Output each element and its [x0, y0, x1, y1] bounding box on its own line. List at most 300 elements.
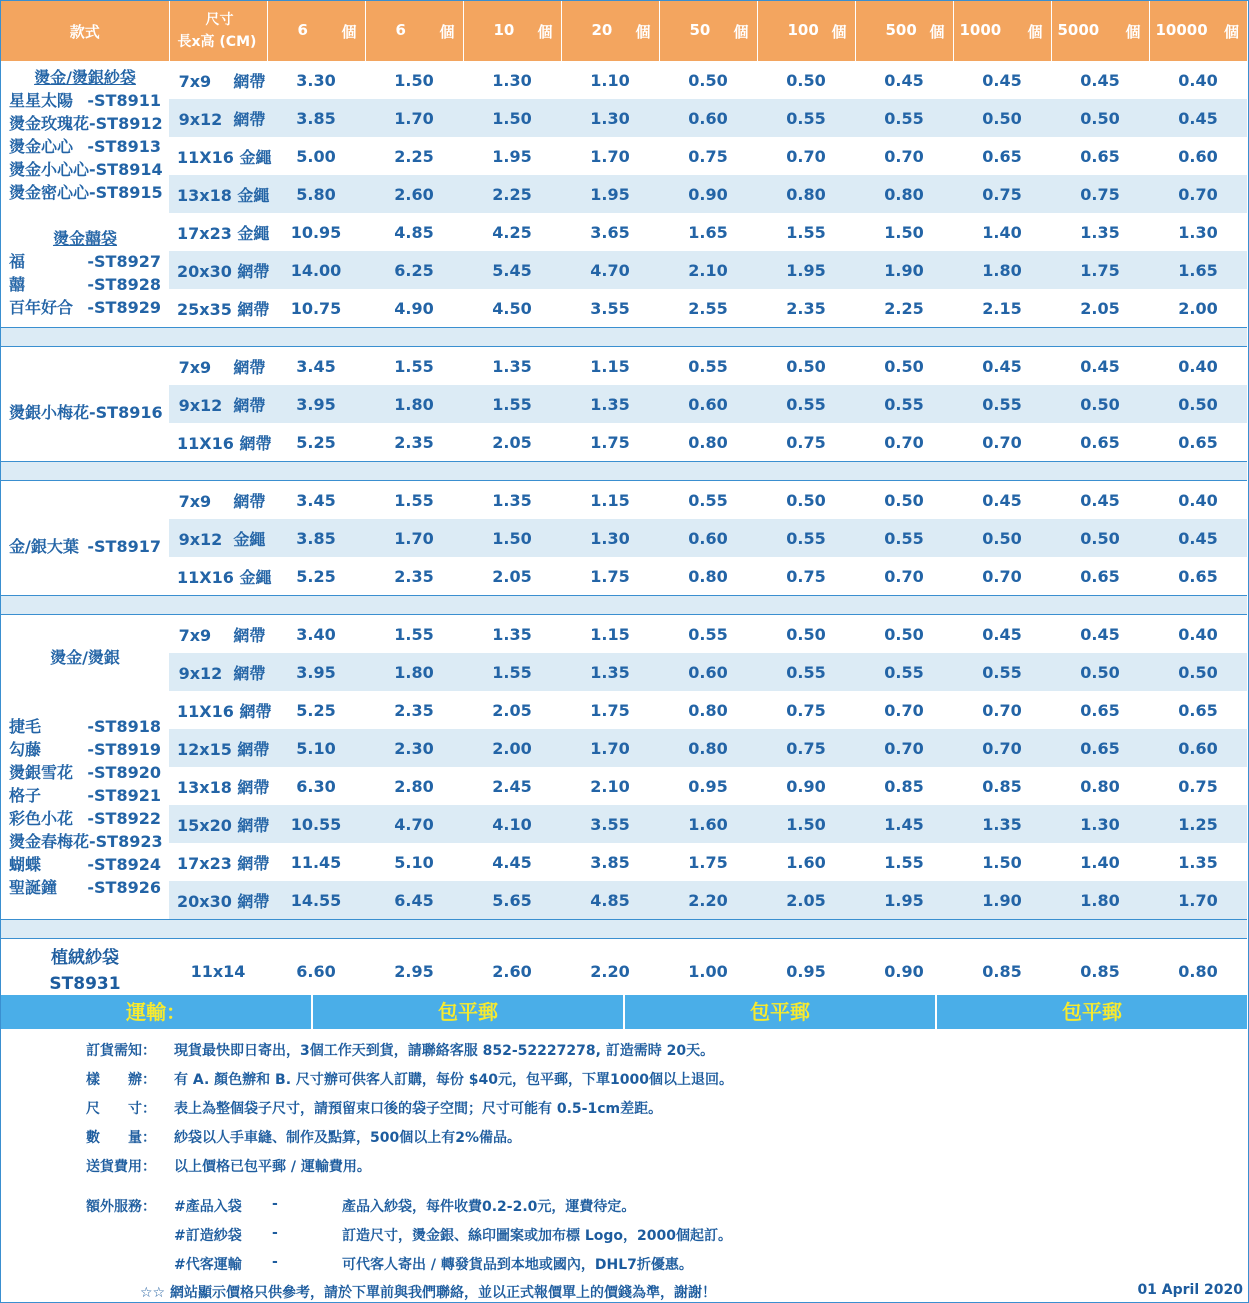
price-cell: 1.75	[561, 423, 659, 462]
price-cell: 0.70	[953, 557, 1051, 596]
price-cell: 0.75	[1149, 767, 1247, 805]
price-cell: 0.45	[1149, 99, 1247, 137]
price-cell: 0.55	[757, 653, 855, 691]
price-cell: 1.30	[463, 61, 561, 99]
price-cell: 1.70	[1149, 881, 1247, 920]
product-name: 捷毛	[9, 717, 42, 736]
header-qty	[659, 1, 757, 61]
price-cell: 1.75	[561, 691, 659, 729]
price-cell: 4.85	[561, 881, 659, 920]
name-spacer	[1, 669, 169, 692]
price-cell: 0.55	[757, 99, 855, 137]
extra-desc: 訂造尺寸，燙金銀、絲印圖案或加布標 Logo，2000個起訂。	[342, 1228, 733, 1244]
header-qty-unit: 個	[341, 22, 357, 41]
product-code: -ST8915	[89, 183, 163, 202]
price-cell: 5.25	[267, 423, 365, 462]
price-cell: 1.55	[365, 615, 463, 654]
extra-dash: -	[272, 1225, 278, 1241]
note-label: 樣 辦：	[86, 1072, 156, 1088]
price-cell: 0.50	[855, 481, 953, 520]
product-code: -ST8916	[89, 403, 163, 422]
price-cell: 0.75	[1051, 175, 1149, 213]
price-cell: 4.10	[463, 805, 561, 843]
price-cell: 2.05	[463, 691, 561, 729]
price-cell: 0.55	[757, 519, 855, 557]
price-cell: 0.90	[855, 939, 953, 1004]
price-cell: 0.50	[1051, 653, 1149, 691]
price-cell: 0.55	[953, 653, 1051, 691]
price-cell: 5.00	[267, 137, 365, 175]
price-cell: 0.65	[1149, 423, 1247, 462]
price-cell: 0.70	[855, 557, 953, 596]
price-cell: 2.00	[1149, 289, 1247, 328]
price-cell: 1.55	[463, 385, 561, 423]
size-cell: 20x30 網帶	[169, 251, 267, 289]
price-cell: 0.50	[757, 347, 855, 386]
product-line	[1, 401, 169, 424]
price-cell: 2.25	[463, 175, 561, 213]
product-name: 燙金密心心	[9, 183, 90, 202]
product-code: -ST8918	[87, 717, 161, 736]
extra-item: #代客運輸	[174, 1257, 242, 1273]
price-cell: 2.55	[659, 289, 757, 328]
size-cell: 9x12 網帶	[169, 385, 267, 423]
price-cell: 1.65	[659, 213, 757, 251]
size-cell: 7x9 網帶	[169, 61, 267, 99]
header-size	[169, 1, 267, 61]
header-qty	[365, 1, 463, 61]
price-cell: 1.30	[1149, 213, 1247, 251]
extra-item: #訂造紗袋	[174, 1228, 242, 1244]
price-cell: 1.95	[757, 251, 855, 289]
header-qty-unit: 個	[537, 22, 553, 41]
flock-name: 植絨紗袋	[51, 948, 119, 968]
price-cell: 1.95	[463, 137, 561, 175]
product-line	[1, 715, 169, 738]
product-code: -ST8919	[87, 740, 161, 759]
header-qty-number: 6	[395, 20, 406, 39]
price-cell: 4.50	[463, 289, 561, 328]
size-cell: 11X16 網帶	[169, 691, 267, 729]
table-row	[1, 615, 1247, 654]
header-qty-number: 20	[591, 20, 613, 39]
header-qty-number: 50	[689, 20, 711, 39]
table-row	[1, 251, 1247, 289]
footer-date: 01 April 2020	[1137, 1282, 1243, 1298]
price-cell: 0.55	[659, 347, 757, 386]
price-cell: 0.95	[757, 939, 855, 1004]
price-cell: 3.85	[561, 843, 659, 881]
header-qty	[855, 1, 953, 61]
price-cell: 0.80	[659, 423, 757, 462]
price-cell: 1.60	[757, 843, 855, 881]
price-cell: 2.25	[855, 289, 953, 328]
size-cell: 12x15 網帶	[169, 729, 267, 767]
price-cell: 6.60	[267, 939, 365, 1004]
product-name: 蝴蝶	[9, 855, 42, 874]
price-cell: 0.55	[855, 99, 953, 137]
header-style: 款式	[1, 1, 169, 61]
price-cell: 0.50	[757, 481, 855, 520]
price-cell: 2.25	[365, 137, 463, 175]
price-cell: 0.80	[757, 175, 855, 213]
price-cell: 0.75	[757, 557, 855, 596]
price-cell: 1.55	[365, 481, 463, 520]
size-cell: 9x12 網帶	[169, 99, 267, 137]
price-cell: 4.25	[463, 213, 561, 251]
product-code: -ST8914	[89, 160, 163, 179]
product-code: -ST8929	[87, 298, 161, 317]
extra-dash: -	[272, 1196, 278, 1212]
product-name: 金/銀大葉	[9, 537, 79, 556]
price-cell: 5.25	[267, 557, 365, 596]
table-row	[1, 137, 1247, 175]
product-name-cell	[1, 615, 169, 920]
product-line	[1, 761, 169, 784]
price-cell: 0.60	[659, 519, 757, 557]
price-cell: 0.50	[1051, 385, 1149, 423]
header-qty-number: 10	[493, 20, 515, 39]
table-row	[1, 347, 1247, 386]
price-cell: 0.70	[757, 137, 855, 175]
product-line	[1, 296, 169, 319]
extra-service-label: 額外服務：	[86, 1199, 156, 1215]
table-row	[1, 653, 1247, 691]
product-code: -ST8917	[87, 537, 161, 556]
note-label: 尺 寸：	[86, 1101, 156, 1117]
price-cell: 1.55	[855, 843, 953, 881]
price-cell: 0.45	[953, 481, 1051, 520]
price-cell: 10.55	[267, 805, 365, 843]
note-text: 現貨最快即日寄出，3個工作天到貨，請聯絡客服 852-52227278, 訂造需時 20天。	[174, 1043, 715, 1059]
transport-value: 包平郵	[311, 995, 623, 1029]
price-cell: 1.35	[463, 481, 561, 520]
group-separator	[1, 920, 1247, 939]
price-cell: 1.90	[855, 251, 953, 289]
price-cell: 1.70	[365, 99, 463, 137]
product-name: 勾藤	[9, 740, 42, 759]
price-cell: 0.80	[1051, 767, 1149, 805]
price-cell: 1.30	[561, 99, 659, 137]
size-cell: 9x12 網帶	[169, 653, 267, 691]
price-cell: 1.40	[953, 213, 1051, 251]
product-line	[1, 784, 169, 807]
product-name: 百年好合	[9, 298, 74, 317]
table-row	[1, 213, 1247, 251]
price-cell: 0.90	[659, 175, 757, 213]
price-cell: 3.55	[561, 289, 659, 328]
product-line	[1, 807, 169, 830]
price-cell: 0.50	[659, 61, 757, 99]
price-cell: 3.95	[267, 385, 365, 423]
product-code: -ST8927	[87, 252, 161, 271]
price-cell: 5.10	[267, 729, 365, 767]
price-cell: 2.95	[365, 939, 463, 1004]
header-qty-number: 500	[885, 20, 917, 39]
price-cell: 0.60	[659, 653, 757, 691]
name-spacer	[1, 489, 169, 512]
price-cell: 1.50	[463, 519, 561, 557]
product-group-title: 燙金/燙銀紗袋	[34, 68, 136, 87]
product-line	[1, 830, 169, 853]
size-cell: 15x20 網帶	[169, 805, 267, 843]
name-spacer	[1, 378, 169, 401]
price-cell: 0.70	[855, 423, 953, 462]
price-cell: 1.35	[561, 653, 659, 691]
price-cell: 2.35	[365, 691, 463, 729]
price-cell: 0.85	[953, 939, 1051, 1004]
price-cell: 0.65	[1051, 137, 1149, 175]
price-cell: 0.70	[953, 729, 1051, 767]
price-cell: 1.30	[1051, 805, 1149, 843]
table-row	[1, 767, 1247, 805]
price-cell: 4.85	[365, 213, 463, 251]
price-cell: 0.45	[1051, 61, 1149, 99]
price-cell: 0.75	[757, 729, 855, 767]
size-cell: 11X16 金繩	[169, 557, 267, 596]
price-cell: 6.45	[365, 881, 463, 920]
price-cell: 0.40	[1149, 481, 1247, 520]
price-cell: 0.50	[855, 347, 953, 386]
price-cell: 0.60	[659, 99, 757, 137]
header-qty-number: 10000	[1155, 20, 1208, 39]
size-cell: 25x35 網帶	[169, 289, 267, 328]
name-spacer	[1, 512, 169, 535]
price-cell: 0.40	[1149, 61, 1247, 99]
product-line	[1, 89, 169, 112]
header-qty-unit: 個	[929, 22, 945, 41]
transport-value: 包平郵	[935, 995, 1247, 1029]
price-cell: 2.45	[463, 767, 561, 805]
price-cell: 2.20	[659, 881, 757, 920]
product-code: -ST8923	[89, 832, 163, 851]
price-cell: 1.35	[1051, 213, 1149, 251]
separator-cell	[1, 328, 1247, 347]
header-qty-unit: 個	[1125, 22, 1141, 41]
price-cell: 1.70	[561, 729, 659, 767]
product-line	[1, 112, 169, 135]
size-cell: 11X16 網帶	[169, 423, 267, 462]
price-cell: 2.05	[1051, 289, 1149, 328]
price-cell: 0.95	[659, 767, 757, 805]
price-cell: 0.70	[855, 691, 953, 729]
note-text: 以上價格已包平郵 / 運輸費用。	[174, 1159, 371, 1175]
table-row	[1, 805, 1247, 843]
price-cell: 0.65	[1051, 691, 1149, 729]
price-cell: 1.55	[463, 653, 561, 691]
price-cell: 1.75	[561, 557, 659, 596]
note-label: 數 量：	[86, 1130, 156, 1146]
price-cell: 1.70	[365, 519, 463, 557]
price-cell: 6.30	[267, 767, 365, 805]
header-qty-number: 5000	[1057, 20, 1100, 39]
product-code: -ST8913	[87, 137, 161, 156]
table-row	[1, 843, 1247, 881]
price-cell: 0.80	[659, 729, 757, 767]
size-cell: 17x23 金繩	[169, 213, 267, 251]
price-cell: 1.95	[855, 881, 953, 920]
size-cell: 11X16 金繩	[169, 137, 267, 175]
price-cell: 3.85	[267, 519, 365, 557]
price-cell: 0.80	[1149, 939, 1247, 1004]
product-group-title: 燙金囍袋	[52, 229, 117, 248]
price-cell: 0.65	[1051, 557, 1149, 596]
product-name: 燙金玫瑰花	[9, 114, 90, 133]
header-qty	[1149, 1, 1247, 61]
price-cell: 3.40	[267, 615, 365, 654]
price-cell: 0.55	[855, 653, 953, 691]
product-line	[1, 158, 169, 181]
header-qty-number: 1000	[959, 20, 1002, 39]
price-cell: 0.55	[855, 385, 953, 423]
price-cell: 0.45	[1051, 347, 1149, 386]
product-code: -ST8912	[89, 114, 163, 133]
extra-desc: 可代客人寄出 / 轉發貨品到本地或國內，DHL7折優惠。	[342, 1257, 693, 1273]
price-cell: 0.80	[659, 691, 757, 729]
header-qty	[463, 1, 561, 61]
price-cell: 3.30	[267, 61, 365, 99]
price-cell: 0.50	[1051, 519, 1149, 557]
price-cell: 0.70	[953, 423, 1051, 462]
product-line	[1, 181, 169, 204]
price-cell: 2.05	[463, 423, 561, 462]
product-line	[1, 273, 169, 296]
price-cell: 6.25	[365, 251, 463, 289]
price-cell: 5.65	[463, 881, 561, 920]
product-code: -ST8921	[87, 786, 161, 805]
price-cell: 1.80	[365, 653, 463, 691]
price-cell: 0.85	[1051, 939, 1149, 1004]
header-qty	[267, 1, 365, 61]
price-cell: 0.55	[757, 385, 855, 423]
price-cell: 14.55	[267, 881, 365, 920]
price-cell: 4.70	[561, 251, 659, 289]
price-cell: 1.75	[1051, 251, 1149, 289]
price-cell: 2.30	[365, 729, 463, 767]
price-cell: 1.75	[659, 843, 757, 881]
price-cell: 2.80	[365, 767, 463, 805]
product-line	[1, 876, 169, 899]
product-code: -ST8922	[87, 809, 161, 828]
size-cell: 13x18 網帶	[169, 767, 267, 805]
price-cell: 0.45	[1149, 519, 1247, 557]
price-cell: 0.50	[757, 615, 855, 654]
price-cell: 0.65	[1149, 557, 1247, 596]
price-cell: 1.15	[561, 347, 659, 386]
price-cell: 0.65	[1051, 423, 1149, 462]
price-cell: 0.45	[953, 615, 1051, 654]
name-spacer	[1, 204, 169, 227]
price-cell: 1.40	[1051, 843, 1149, 881]
separator-cell	[1, 462, 1247, 481]
price-cell: 2.00	[463, 729, 561, 767]
price-cell: 1.35	[463, 347, 561, 386]
price-cell: 10.75	[267, 289, 365, 328]
price-cell: 0.50	[757, 61, 855, 99]
price-cell: 0.85	[953, 767, 1051, 805]
header-qty-unit: 個	[635, 22, 651, 41]
header-size-line1: 尺寸	[205, 12, 234, 28]
table-row	[1, 481, 1247, 520]
price-cell: 2.05	[463, 557, 561, 596]
price-cell: 2.05	[757, 881, 855, 920]
product-name: 星星太陽	[9, 91, 74, 110]
price-cell: 1.80	[953, 251, 1051, 289]
price-cell: 0.50	[1149, 653, 1247, 691]
price-cell: 1.50	[757, 805, 855, 843]
header-qty	[757, 1, 855, 61]
price-cell: 0.75	[757, 423, 855, 462]
table-row	[1, 61, 1247, 99]
size-cell: 20x30 網帶	[169, 881, 267, 920]
header-size-line2: 長x高 (CM)	[177, 34, 257, 50]
price-cell: 0.60	[1149, 137, 1247, 175]
table-row	[1, 289, 1247, 328]
price-cell: 0.75	[757, 691, 855, 729]
note-label: 送貨費用：	[86, 1159, 156, 1175]
price-cell: 0.70	[953, 691, 1051, 729]
price-cell: 1.50	[953, 843, 1051, 881]
group-separator	[1, 596, 1247, 615]
flock-code: ST8931	[49, 974, 121, 994]
price-cell: 0.60	[1149, 729, 1247, 767]
price-cell: 0.50	[953, 519, 1051, 557]
header-qty	[953, 1, 1051, 61]
price-cell: 0.90	[757, 767, 855, 805]
price-cell: 1.35	[463, 615, 561, 654]
product-name: 囍	[9, 275, 26, 294]
product-name: 燙銀雪花	[9, 763, 74, 782]
header-row	[1, 1, 1247, 61]
price-cell: 0.60	[659, 385, 757, 423]
product-code: -ST8924	[87, 855, 161, 874]
price-cell: 0.45	[953, 61, 1051, 99]
price-cell: 0.65	[1149, 691, 1247, 729]
header-qty-number: 6	[297, 20, 308, 39]
price-cell: 14.00	[267, 251, 365, 289]
header-qty-unit: 個	[1223, 22, 1239, 41]
price-cell: 4.90	[365, 289, 463, 328]
product-code: -ST8926	[87, 878, 161, 897]
product-name-cell	[1, 481, 169, 596]
product-name: 格子	[9, 786, 42, 805]
size-cell: 7x9 網帶	[169, 347, 267, 386]
flock-size: 11x14	[169, 939, 267, 1004]
product-name: 福	[9, 252, 26, 271]
price-cell: 0.55	[953, 385, 1051, 423]
note-label: 訂貨需知：	[86, 1043, 156, 1059]
size-cell: 9x12 金繩	[169, 519, 267, 557]
price-cell: 0.50	[855, 615, 953, 654]
price-cell: 0.45	[953, 347, 1051, 386]
price-cell: 5.80	[267, 175, 365, 213]
price-cell: 2.15	[953, 289, 1051, 328]
product-line	[1, 250, 169, 273]
group-separator	[1, 328, 1247, 347]
product-code: -ST8928	[87, 275, 161, 294]
price-cell: 0.55	[855, 519, 953, 557]
price-cell: 1.35	[953, 805, 1051, 843]
table-row	[1, 99, 1247, 137]
table-row	[1, 175, 1247, 213]
price-cell: 10.95	[267, 213, 365, 251]
price-cell: 4.45	[463, 843, 561, 881]
price-cell: 1.95	[561, 175, 659, 213]
size-cell: 13x18 金繩	[169, 175, 267, 213]
price-cell: 0.70	[1149, 175, 1247, 213]
price-cell: 3.45	[267, 481, 365, 520]
price-cell: 5.10	[365, 843, 463, 881]
